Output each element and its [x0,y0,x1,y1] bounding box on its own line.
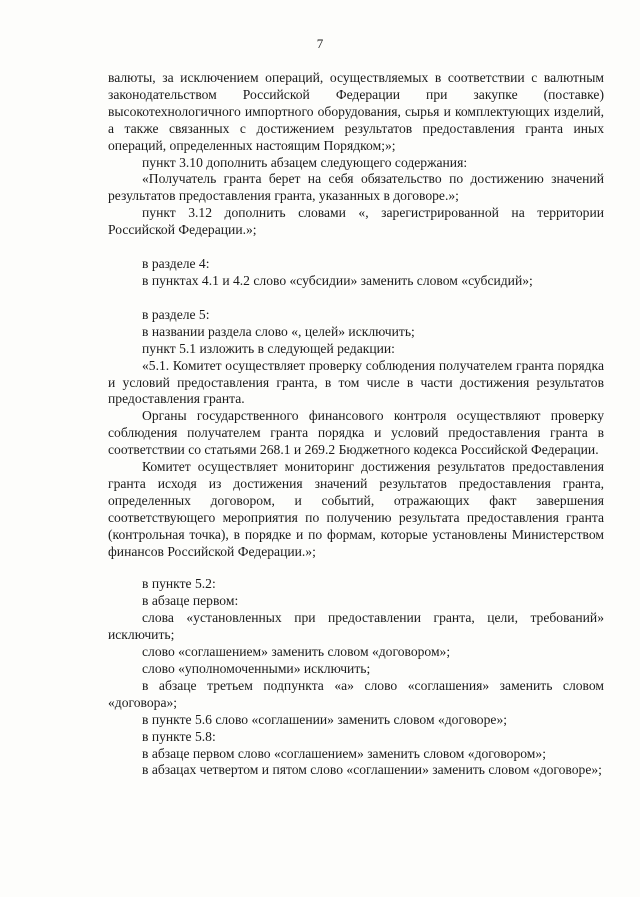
paragraph: слова «установленных при предоставлении гранта, цели, требований» исключить; [108,610,604,643]
paragraph: Комитет осуществляет мониторинг достижения результатов предоставления гранта исходя из достижения значений результатов предоставления гранта, определенных договором, и событий, отражающих факт завершения соответствующего мероприятия по получению результата предоставления гранта (контрольная точка), в порядке и по формам, которые установлены Министерством финансов Российской Федерации.»; [108,459,604,559]
paragraph: пункт 3.12 дополнить словами «, зарегистрированной на территории Российской Федерации.»; [108,205,604,238]
paragraph: в пункте 5.6 слово «соглашении» заменить словом «договоре»; [142,711,508,727]
section-heading: в пункте 5.2: [142,576,216,592]
paragraph-spacer [108,239,604,256]
paragraph: в пунктах 4.1 и 4.2 слово «субсидии» заменить словом «субсидий»; [142,272,533,288]
paragraph: в пункте 5.8: [142,728,216,744]
paragraph: в абзаце первом: [142,593,239,609]
section-heading: в разделе 4: [142,256,210,272]
section-heading: в разделе 5: [142,306,210,322]
paragraph: слово «соглашением» заменить словом «договором»; [142,644,451,660]
paragraph: в абзацах четвертом и пятом слово «соглашении» заменить словом «договоре»; [142,762,602,778]
paragraph: пункт 5.1 изложить в следующей редакции: [142,340,395,356]
paragraph: пункт 3.10 дополнить абзацем следующего содержания: [142,154,468,170]
paragraph: «5.1. Комитет осуществляет проверку соблюдения получателем гранта порядка и условий предоставления гранта, в том числе в части достижения результатов предоставления гранта. [108,357,604,407]
paragraph: в названии раздела слово «, целей» исключить; [142,323,415,339]
paragraph: слово «уполномоченными» исключить; [142,661,371,676]
paragraph-spacer [108,560,604,576]
paragraph: «Получатель гранта берет на себя обязательство по достижению значений результатов предоставления гранта, указанных в договоре.»; [108,171,604,204]
paragraph: в абзаце третьем подпункта «а» слово «соглашения» заменить словом «договора»; [108,677,604,710]
paragraph: валюты, за исключением операций, осуществляемых в соответствии с валютным законодательством Российской Федерации при закупке (поставке) высокотехнологичного импортного оборудования, сырья и комплектующих изделий, а также связанных с достижением результатов предоставления гранта иных операций, определенных настоящим Порядком;»; [108,70,604,153]
paragraph-spacer [108,290,604,307]
page-number: 7 [316,36,324,51]
paragraph: Органы государственного финансового контроля осуществляют проверку соблюдения получателем гранта порядка и условий предоставления гранта в соответствии со статьями 268.1 и 269.2 Бюджетного кодекса Российской Федерации. [108,408,604,458]
paragraph: в абзаце первом слово «соглашением» заменить словом «договором»; [142,745,546,761]
document-body [108,70,604,779]
